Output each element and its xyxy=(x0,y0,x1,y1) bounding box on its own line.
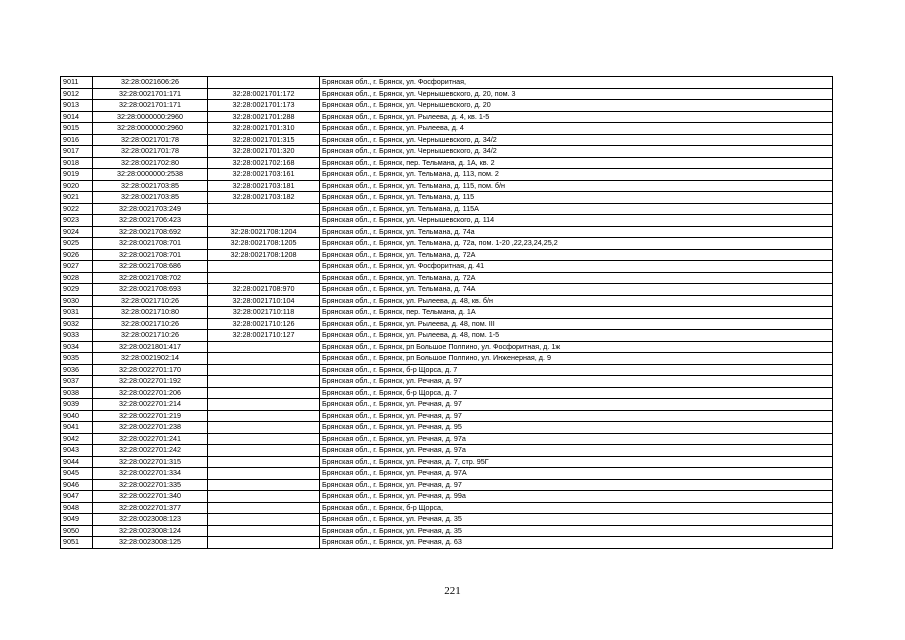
cadastral-number-cell: 32:28:0022701:206 xyxy=(93,387,208,399)
related-cadastral-number-cell: 32:28:0021701:315 xyxy=(208,134,320,146)
table-row xyxy=(61,341,833,353)
related-cadastral-number-cell: 32:28:0021702:168 xyxy=(208,157,320,169)
table-row xyxy=(61,399,833,411)
address-cell: Брянская обл., г. Брянск, ул. Речная, д. 97 xyxy=(320,410,833,422)
cadastral-number-cell: 32:28:0023008:124 xyxy=(93,525,208,537)
related-cadastral-number-cell xyxy=(208,502,320,514)
address-cell: Брянская обл., г. Брянск, ул. Рылеева, д. 48, пом. 1-5 xyxy=(320,330,833,342)
row-number-cell: 9027 xyxy=(61,261,93,273)
address-cell: Брянская обл., г. Брянск, ул. Речная, д. 63 xyxy=(320,537,833,549)
cadastral-number-cell: 32:28:0021708:701 xyxy=(93,249,208,261)
address-cell: Брянская обл., г. Брянск, ул. Фосфоритная, xyxy=(320,77,833,89)
row-number-cell: 9023 xyxy=(61,215,93,227)
related-cadastral-number-cell: 32:28:0021703:182 xyxy=(208,192,320,204)
address-cell: Брянская обл., г. Брянск, ул. Рылеева, д. 48, пом. III xyxy=(320,318,833,330)
related-cadastral-number-cell xyxy=(208,215,320,227)
row-number-cell: 9013 xyxy=(61,100,93,112)
registry-table xyxy=(60,76,833,549)
table-row xyxy=(61,169,833,181)
cadastral-number-cell: 32:28:0023008:123 xyxy=(93,514,208,526)
address-cell: Брянская обл., г. Брянск, ул. Тельмана, д. 72А xyxy=(320,272,833,284)
table-row xyxy=(61,272,833,284)
address-cell: Брянская обл., г. Брянск, ул. Чернышевского, д. 20, пом. 3 xyxy=(320,88,833,100)
table-row xyxy=(61,192,833,204)
related-cadastral-number-cell: 32:28:0021710:126 xyxy=(208,318,320,330)
row-number-cell: 9028 xyxy=(61,272,93,284)
table-row xyxy=(61,203,833,215)
row-number-cell: 9030 xyxy=(61,295,93,307)
cadastral-number-cell: 32:28:0022701:192 xyxy=(93,376,208,388)
address-cell: Брянская обл., г. Брянск, пер. Тельмана, д. 1А xyxy=(320,307,833,319)
related-cadastral-number-cell xyxy=(208,479,320,491)
table-row xyxy=(61,445,833,457)
address-cell: Брянская обл., г. Брянск, ул. Тельмана, д. 72а, пом. 1-20 ,22,23,24,25,2 xyxy=(320,238,833,250)
cadastral-number-cell: 32:28:0021701:171 xyxy=(93,88,208,100)
row-number-cell: 9045 xyxy=(61,468,93,480)
related-cadastral-number-cell xyxy=(208,514,320,526)
related-cadastral-number-cell xyxy=(208,203,320,215)
cadastral-number-cell: 32:28:0021703:85 xyxy=(93,180,208,192)
row-number-cell: 9048 xyxy=(61,502,93,514)
table-row xyxy=(61,295,833,307)
table-row xyxy=(61,284,833,296)
cadastral-number-cell: 32:28:0021708:702 xyxy=(93,272,208,284)
cadastral-number-cell: 32:28:0022701:219 xyxy=(93,410,208,422)
related-cadastral-number-cell: 32:28:0021701:320 xyxy=(208,146,320,158)
cadastral-number-cell: 32:28:0021708:686 xyxy=(93,261,208,273)
table-row xyxy=(61,433,833,445)
cadastral-number-cell: 32:28:0022701:242 xyxy=(93,445,208,457)
row-number-cell: 9015 xyxy=(61,123,93,135)
row-number-cell: 9021 xyxy=(61,192,93,204)
table-row xyxy=(61,376,833,388)
cadastral-number-cell: 32:28:0021710:26 xyxy=(93,330,208,342)
cadastral-number-cell: 32:28:0021710:80 xyxy=(93,307,208,319)
related-cadastral-number-cell: 32:28:0021701:173 xyxy=(208,100,320,112)
row-number-cell: 9046 xyxy=(61,479,93,491)
address-cell: Брянская обл., г. Брянск, ул. Речная, д. 97а xyxy=(320,445,833,457)
row-number-cell: 9051 xyxy=(61,537,93,549)
address-cell: Брянская обл., г. Брянск, пер. Тельмана, д. 1А, кв. 2 xyxy=(320,157,833,169)
row-number-cell: 9034 xyxy=(61,341,93,353)
related-cadastral-number-cell xyxy=(208,445,320,457)
related-cadastral-number-cell xyxy=(208,491,320,503)
row-number-cell: 9038 xyxy=(61,387,93,399)
address-cell: Брянская обл., г. Брянск, рп Большое Полпино, ул. Фосфоритная, д. 1ж xyxy=(320,341,833,353)
table-row xyxy=(61,100,833,112)
cadastral-number-cell: 32:28:0000000:2538 xyxy=(93,169,208,181)
row-number-cell: 9049 xyxy=(61,514,93,526)
related-cadastral-number-cell: 32:28:0021708:1205 xyxy=(208,238,320,250)
table-row xyxy=(61,468,833,480)
row-number-cell: 9050 xyxy=(61,525,93,537)
table-row xyxy=(61,77,833,89)
address-cell: Брянская обл., г. Брянск, ул. Чернышевского, д. 20 xyxy=(320,100,833,112)
related-cadastral-number-cell xyxy=(208,456,320,468)
cadastral-number-cell: 32:28:0021708:701 xyxy=(93,238,208,250)
cadastral-number-cell: 32:28:0021708:692 xyxy=(93,226,208,238)
table-row xyxy=(61,330,833,342)
cadastral-number-cell: 32:28:0022701:241 xyxy=(93,433,208,445)
related-cadastral-number-cell xyxy=(208,525,320,537)
cadastral-number-cell: 32:28:0021801:417 xyxy=(93,341,208,353)
row-number-cell: 9020 xyxy=(61,180,93,192)
row-number-cell: 9043 xyxy=(61,445,93,457)
cadastral-number-cell: 32:28:0022701:315 xyxy=(93,456,208,468)
cadastral-number-cell: 32:28:0021703:249 xyxy=(93,203,208,215)
related-cadastral-number-cell: 32:28:0021710:104 xyxy=(208,295,320,307)
table-row xyxy=(61,261,833,273)
related-cadastral-number-cell xyxy=(208,376,320,388)
table-row xyxy=(61,146,833,158)
table-row xyxy=(61,491,833,503)
cadastral-number-cell: 32:28:0021706:423 xyxy=(93,215,208,227)
address-cell: Брянская обл., г. Брянск, ул. Речная, д. 97 xyxy=(320,376,833,388)
related-cadastral-number-cell xyxy=(208,422,320,434)
row-number-cell: 9017 xyxy=(61,146,93,158)
table-row xyxy=(61,422,833,434)
cadastral-number-cell: 32:28:0022701:214 xyxy=(93,399,208,411)
cadastral-number-cell: 32:28:0021703:85 xyxy=(93,192,208,204)
related-cadastral-number-cell xyxy=(208,353,320,365)
row-number-cell: 9033 xyxy=(61,330,93,342)
cadastral-number-cell: 32:28:0021701:78 xyxy=(93,134,208,146)
row-number-cell: 9041 xyxy=(61,422,93,434)
row-number-cell: 9024 xyxy=(61,226,93,238)
table-row xyxy=(61,134,833,146)
table-row xyxy=(61,226,833,238)
row-number-cell: 9022 xyxy=(61,203,93,215)
cadastral-number-cell: 32:28:0021710:26 xyxy=(93,318,208,330)
address-cell: Брянская обл., г. Брянск, ул. Рылеева, д. 4 xyxy=(320,123,833,135)
address-cell: Брянская обл., г. Брянск, ул. Рылеева, д. 48, кв. б/н xyxy=(320,295,833,307)
related-cadastral-number-cell: 32:28:0021703:161 xyxy=(208,169,320,181)
address-cell: Брянская обл., г. Брянск, б-р Щорса, xyxy=(320,502,833,514)
row-number-cell: 9035 xyxy=(61,353,93,365)
cadastral-number-cell: 32:28:0022701:335 xyxy=(93,479,208,491)
table-row xyxy=(61,514,833,526)
cadastral-number-cell: 32:28:0021708:693 xyxy=(93,284,208,296)
address-cell: Брянская обл., г. Брянск, б-р Щорса, д. 7 xyxy=(320,364,833,376)
related-cadastral-number-cell xyxy=(208,364,320,376)
table-row xyxy=(61,387,833,399)
address-cell: Брянская обл., г. Брянск, ул. Речная, д. 97А xyxy=(320,468,833,480)
address-cell: Брянская обл., г. Брянск, ул. Речная, д. 35 xyxy=(320,514,833,526)
table-row xyxy=(61,318,833,330)
address-cell: Брянская обл., г. Брянск, ул. Тельмана, д. 115, пом. б/н xyxy=(320,180,833,192)
row-number-cell: 9025 xyxy=(61,238,93,250)
registry-table-body xyxy=(61,77,833,549)
address-cell: Брянская обл., г. Брянск, ул. Речная, д. 97а xyxy=(320,433,833,445)
cadastral-number-cell: 32:28:0022701:334 xyxy=(93,468,208,480)
table-row xyxy=(61,456,833,468)
cadastral-number-cell: 32:28:0023008:125 xyxy=(93,537,208,549)
related-cadastral-number-cell: 32:28:0021701:310 xyxy=(208,123,320,135)
table-row xyxy=(61,157,833,169)
address-cell: Брянская обл., г. Брянск, ул. Тельмана, д. 115 xyxy=(320,192,833,204)
address-cell: Брянская обл., г. Брянск, ул. Тельмана, д. 115А xyxy=(320,203,833,215)
table-row xyxy=(61,364,833,376)
cadastral-number-cell: 32:28:0021701:78 xyxy=(93,146,208,158)
row-number-cell: 9016 xyxy=(61,134,93,146)
row-number-cell: 9031 xyxy=(61,307,93,319)
address-cell: Брянская обл., г. Брянск, ул. Тельмана, д. 113, пом. 2 xyxy=(320,169,833,181)
related-cadastral-number-cell xyxy=(208,261,320,273)
page-number: 221 xyxy=(444,585,461,597)
row-number-cell: 9039 xyxy=(61,399,93,411)
row-number-cell: 9032 xyxy=(61,318,93,330)
cadastral-number-cell: 32:28:0021902:14 xyxy=(93,353,208,365)
cadastral-number-cell: 32:28:0021606:26 xyxy=(93,77,208,89)
table-row xyxy=(61,88,833,100)
related-cadastral-number-cell: 32:28:0021708:970 xyxy=(208,284,320,296)
address-cell: Брянская обл., г. Брянск, ул. Фосфоритная, д. 41 xyxy=(320,261,833,273)
row-number-cell: 9029 xyxy=(61,284,93,296)
cadastral-number-cell: 32:28:0022701:170 xyxy=(93,364,208,376)
table-row xyxy=(61,525,833,537)
address-cell: Брянская обл., г. Брянск, ул. Чернышевского, д. 34/2 xyxy=(320,146,833,158)
row-number-cell: 9019 xyxy=(61,169,93,181)
table-row xyxy=(61,410,833,422)
table-row xyxy=(61,180,833,192)
table-row xyxy=(61,249,833,261)
related-cadastral-number-cell: 32:28:0021708:1208 xyxy=(208,249,320,261)
address-cell: Брянская обл., г. Брянск, ул. Чернышевского, д. 114 xyxy=(320,215,833,227)
table-row xyxy=(61,353,833,365)
table-row xyxy=(61,502,833,514)
address-cell: Брянская обл., г. Брянск, ул. Речная, д. 7, стр. 95Г xyxy=(320,456,833,468)
address-cell: Брянская обл., г. Брянск, ул. Тельмана, д. 74а xyxy=(320,226,833,238)
row-number-cell: 9026 xyxy=(61,249,93,261)
address-cell: Брянская обл., г. Брянск, б-р Щорса, д. 7 xyxy=(320,387,833,399)
table-row xyxy=(61,215,833,227)
row-number-cell: 9047 xyxy=(61,491,93,503)
address-cell: Брянская обл., г. Брянск, ул. Речная, д. 35 xyxy=(320,525,833,537)
related-cadastral-number-cell: 32:28:0021710:127 xyxy=(208,330,320,342)
cadastral-number-cell: 32:28:0000000:2960 xyxy=(93,111,208,123)
table-row xyxy=(61,123,833,135)
cadastral-number-cell: 32:28:0021702:80 xyxy=(93,157,208,169)
related-cadastral-number-cell xyxy=(208,77,320,89)
row-number-cell: 9040 xyxy=(61,410,93,422)
address-cell: Брянская обл., г. Брянск, ул. Тельмана, д. 74А xyxy=(320,284,833,296)
address-cell: Брянская обл., г. Брянск, ул. Рылеева, д. 4, кв. 1-5 xyxy=(320,111,833,123)
cadastral-number-cell: 32:28:0022701:238 xyxy=(93,422,208,434)
address-cell: Брянская обл., г. Брянск, ул. Тельмана, д. 72А xyxy=(320,249,833,261)
related-cadastral-number-cell: 32:28:0021703:181 xyxy=(208,180,320,192)
row-number-cell: 9018 xyxy=(61,157,93,169)
cadastral-number-cell: 32:28:0021710:26 xyxy=(93,295,208,307)
cadastral-number-cell: 32:28:0000000:2960 xyxy=(93,123,208,135)
related-cadastral-number-cell xyxy=(208,272,320,284)
row-number-cell: 9044 xyxy=(61,456,93,468)
related-cadastral-number-cell: 32:28:0021701:288 xyxy=(208,111,320,123)
related-cadastral-number-cell xyxy=(208,410,320,422)
related-cadastral-number-cell xyxy=(208,387,320,399)
address-cell: Брянская обл., г. Брянск, ул. Речная, д. 97 xyxy=(320,399,833,411)
row-number-cell: 9014 xyxy=(61,111,93,123)
address-cell: Брянская обл., г. Брянск, ул. Речная, д. 95 xyxy=(320,422,833,434)
table-row xyxy=(61,479,833,491)
row-number-cell: 9042 xyxy=(61,433,93,445)
related-cadastral-number-cell xyxy=(208,433,320,445)
address-cell: Брянская обл., г. Брянск, ул. Чернышевского, д. 34/2 xyxy=(320,134,833,146)
row-number-cell: 9036 xyxy=(61,364,93,376)
row-number-cell: 9037 xyxy=(61,376,93,388)
related-cadastral-number-cell xyxy=(208,341,320,353)
table-row xyxy=(61,307,833,319)
related-cadastral-number-cell xyxy=(208,399,320,411)
related-cadastral-number-cell: 32:28:0021710:118 xyxy=(208,307,320,319)
address-cell: Брянская обл., г. Брянск, ул. Речная, д. 99а xyxy=(320,491,833,503)
row-number-cell: 9012 xyxy=(61,88,93,100)
table-row xyxy=(61,111,833,123)
cadastral-number-cell: 32:28:0022701:340 xyxy=(93,491,208,503)
related-cadastral-number-cell: 32:28:0021701:172 xyxy=(208,88,320,100)
table-row xyxy=(61,238,833,250)
related-cadastral-number-cell: 32:28:0021708:1204 xyxy=(208,226,320,238)
cadastral-number-cell: 32:28:0021701:171 xyxy=(93,100,208,112)
cadastral-number-cell: 32:28:0022701:377 xyxy=(93,502,208,514)
address-cell: Брянская обл., г. Брянск, ул. Речная, д. 97 xyxy=(320,479,833,491)
address-cell: Брянская обл., г. Брянск, рп Большое Полпино, ул. Инженерная, д. 9 xyxy=(320,353,833,365)
table-row xyxy=(61,537,833,549)
related-cadastral-number-cell xyxy=(208,537,320,549)
related-cadastral-number-cell xyxy=(208,468,320,480)
row-number-cell: 9011 xyxy=(61,77,93,89)
